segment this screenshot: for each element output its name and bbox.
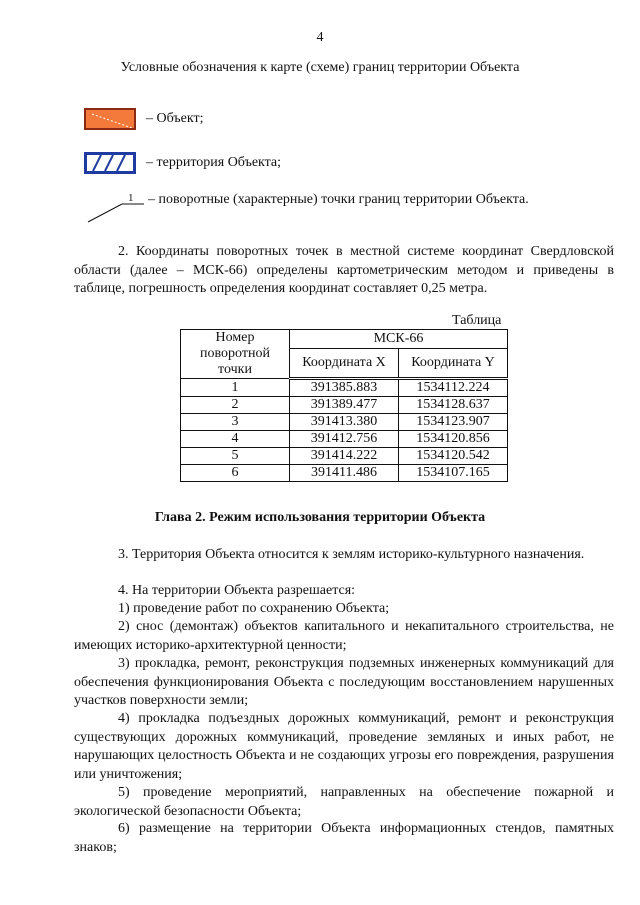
cell-x: 391411.486 <box>290 465 399 482</box>
list-item: 4) прокладка подъездных дорожных коммуникаций, ремонт и реконструкция существующих дорожных коммуникаций, проведение земляных и иных работ, не нарушающих целостность Объекта и не создающих угрозы его повреждения, разрушения или уничтожения; <box>74 711 614 782</box>
legend-item-territory <box>84 152 281 174</box>
table-row <box>181 431 508 448</box>
legend-item-points <box>148 192 529 208</box>
cell-x: 391413.380 <box>290 414 399 431</box>
cell-x: 391414.222 <box>290 448 399 465</box>
header-point-number: Номер поворотной точки <box>181 330 290 379</box>
cell-y: 1534112.224 <box>399 379 508 397</box>
table-row <box>181 397 508 414</box>
cell-x: 391389.477 <box>290 397 399 414</box>
table-row <box>181 414 508 431</box>
paragraph-3: 3. Территория Объекта относится к землям историко-культурного назначения. <box>118 547 585 562</box>
cell-x: 391412.756 <box>290 431 399 448</box>
territory-symbol-icon <box>84 152 136 174</box>
table-row <box>181 379 508 397</box>
list-item: 3) прокладка, ремонт, реконструкция подземных инженерных коммуникаций для обеспечения функционирования Объекта с последующим восстановлением нарушенных участков поверхности земли; <box>74 656 614 708</box>
cell-point-number: 3 <box>181 414 290 431</box>
legend-label: – поворотные (характерные) точки границ территории Объекта. <box>148 192 529 207</box>
table-row <box>181 448 508 465</box>
point-marker-label: 1 <box>128 192 134 204</box>
header-x: Координата X <box>290 349 399 379</box>
list-item: 2) снос (демонтаж) объектов капитального и некапитального строительства, не имеющих историко-архитектурной ценности; <box>74 619 614 653</box>
coordinates-table <box>180 329 508 482</box>
cell-point-number: 1 <box>181 379 290 397</box>
page-number: 4 <box>316 30 324 45</box>
list-item: 6) размещение на территории Объекта информационных стендов, памятных знаков; <box>74 821 614 855</box>
cell-y: 1534107.165 <box>399 465 508 482</box>
legend-item-object <box>84 108 203 130</box>
paragraph-4: 4. На территории Объекта разрешается: <box>118 583 356 598</box>
legend-label: – Объект; <box>146 111 204 126</box>
paragraph-2: 2. Координаты поворотных точек в местной системе координат Свердловской области (далее – МСК-66) определены картометрическим методом и приведены в таблице, погрешность определения координат составляет 0,25 метра. <box>74 244 614 296</box>
table-row <box>181 465 508 482</box>
cell-x: 391385.883 <box>290 379 399 397</box>
table-caption: Таблица <box>452 313 502 328</box>
cell-point-number: 6 <box>181 465 290 482</box>
cell-y: 1534120.542 <box>399 448 508 465</box>
header-system: МСК-66 <box>290 330 508 349</box>
cell-point-number: 2 <box>181 397 290 414</box>
cell-y: 1534128.637 <box>399 397 508 414</box>
object-symbol-icon <box>84 108 136 130</box>
header-y: Координата Y <box>399 349 508 379</box>
list-item: 5) проведение мероприятий, направленных на обеспечение пожарной и экологической безопасности Объекта; <box>74 785 614 819</box>
cell-point-number: 4 <box>181 431 290 448</box>
chapter-title: Глава 2. Режим использования территории Объекта <box>154 510 486 525</box>
legend-label: – территория Объекта; <box>146 155 282 170</box>
cell-y: 1534123.907 <box>399 414 508 431</box>
cell-point-number: 5 <box>181 448 290 465</box>
legend-title: Условные обозначения к карте (схеме) границ территории Объекта <box>120 60 520 75</box>
cell-y: 1534120.856 <box>399 431 508 448</box>
list-item: 1) проведение работ по сохранению Объекта; <box>118 601 390 616</box>
turning-point-symbol-icon <box>86 190 146 226</box>
